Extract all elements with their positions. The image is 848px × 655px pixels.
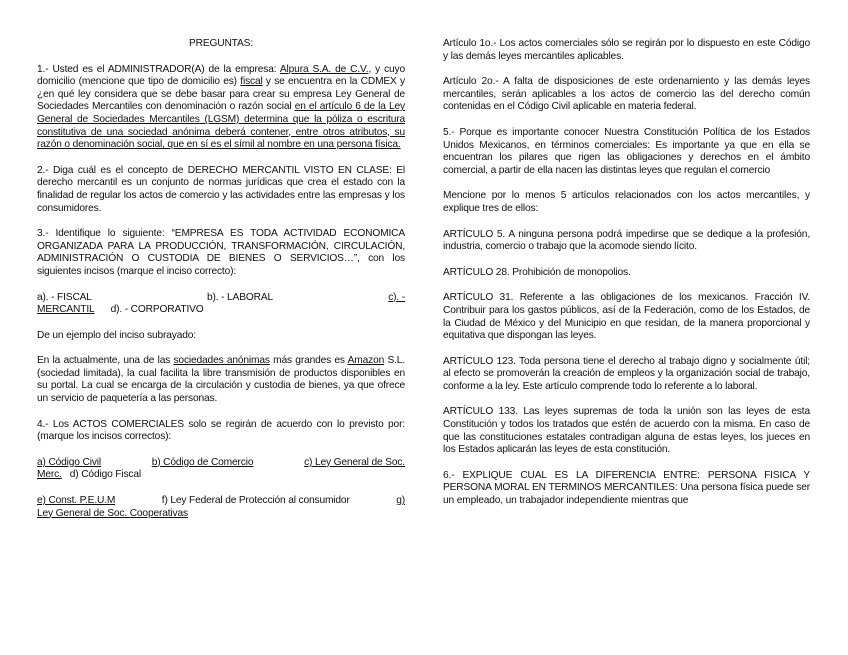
q4-option-b: b) Código de Comercio <box>151 456 254 468</box>
q1-answer: en el artículo 6 de la Ley General de Sociedades Mercantiles (LGSM) determina que la póliza o escritura constitutiva de una sociedad anónima deberá contener, entre otros atributos, su razón o denominación social, que en sí es el símil al nombre en una persona física. <box>37 101 405 151</box>
example-t1: En la actualmente, una de las <box>37 355 174 367</box>
mention-prompt: Mencione por lo menos 5 artículos relacionados con los actos mercantiles, y explique tres de ellos: <box>443 190 810 214</box>
q4-option-d: d) Código Fiscal <box>69 469 141 481</box>
q1-company: Alpura S.A. de C.V. <box>279 63 369 75</box>
q4-option-a: a) Código Civil <box>37 456 101 468</box>
article-133: ARTÍCULO 133. Las leyes supremas de toda la unión son las leyes de esta Constitución y todos los tratados que estén de acuerdo con la misma. En caso de que las constituciones estatales contradigan alguna de estas leyes, los jueces en los Estados aplicarán las leyes de esta constitución. <box>443 406 810 456</box>
question-2: 2.- Diga cuál es el concepto de DERECHO MERCANTIL VISTO EN CLASE: El derecho mercantil es un conjunto de normas jurídicas que crea el estado con la finalidad de regular los actos de comercio y las actividades entre las empresas y los consumidores. <box>37 164 405 214</box>
q4-option-e: e) Const. P.E.U.M <box>37 495 116 507</box>
left-column <box>37 38 405 520</box>
q1-text-3: y se encuentra en la CDMEX y ¿en qué ley considera que se debe basar para crear su empresa Ley General de Sociedades Mercantiles con denominación o razón social <box>37 76 405 113</box>
article-1: Artículo 1o.- Los actos comerciales sólo se regirán por lo dispuesto en este Código y las demás leyes mercantiles aplicables. <box>443 38 810 62</box>
q1-text-2: , y cuyo domicilio (mencione que tipo de domicilio es) <box>37 63 405 88</box>
question-5: 5.- Porque es importante conocer Nuestra Constitución Política de los Estados Unidos Mexicanos, en términos comerciales: Es importante ya que en ella se encuentran los pilares que rigen las obligaciones y derechos en el ámbito comercial, a partir de ella nacen las distintas leyes que regulan el comercio <box>443 126 810 176</box>
question-4-options-line-3 <box>37 495 405 508</box>
right-column <box>443 38 810 508</box>
question-6: 6.- EXPLIQUE CUAL ES LA DIFERENCIA ENTRE: PERSONA FISICA Y PERSONA MORAL EN TERMINOS MERCANTILES: Una persona física puede ser un empleado, un trabajador independiente mientras que <box>443 469 810 507</box>
question-3-options-line-2 <box>37 304 405 317</box>
q1-domicile: fiscal <box>240 76 263 88</box>
article-123: ARTÍCULO 123. Toda persona tiene el derecho al trabajo digno y socialmente útil; al efecto se promoverán la creación de empleos y la organización social de trabajo, conforme a la ley. Este artículo comprende todo lo referente a lo laboral. <box>443 355 810 392</box>
page-title: PREGUNTAS: <box>189 38 253 49</box>
q4-option-c: c) Ley General de Soc. <box>304 456 405 468</box>
q3-option-c: c). - <box>388 291 405 303</box>
question-4-options-line-2 <box>37 469 405 482</box>
question-4-options-line-1 <box>37 457 405 470</box>
example-u1: sociedades anónimas <box>173 355 270 367</box>
q4-option-g-cont: Ley General de Soc. Cooperativas <box>37 507 188 519</box>
question-4-prompt: 4.- Los ACTOS COMERCIALES solo se regirán de acuerdo con lo previsto por: (marque los incisos correctos): <box>37 418 405 443</box>
example-t2: más grandes es <box>269 355 348 367</box>
question-3-prompt: 3.- Identifique lo siguiente: “EMPRESA ES TODA ACTIVIDAD ECONOMICA ORGANIZADA PARA LA PRODUCCIÓN, TRANSFORMACIÓN, CIRCULACIÓN, ADMINISTRACIÓN O CUSTODIA DE BIENES O SERVICIOS…”, con los siguientes incisos (marque el inciso correcto): <box>37 228 405 277</box>
q1-text-1: 1.- Usted es el ADMINISTRADOR(A) de la empresa: <box>37 63 280 75</box>
q3-option-c-cont: MERCANTIL <box>37 304 95 316</box>
q3-option-a: a). - FISCAL <box>37 291 92 303</box>
example-text <box>37 355 405 405</box>
article-5: ARTÍCULO 5. A ninguna persona podrá impedirse que se dedique a la profesión, industria, comercio o trabajo que la acomode siendo lícito. <box>443 228 810 253</box>
q4-option-c-cont: Merc. <box>37 469 62 481</box>
example-t3: S.L. (sociedad limitada), la cual facilita la libre transmisión de productos disponibles en su portal. La cual se encarga de la circulación y custodia de bienes, ya que ofrece un servicio de paquetería a las personas. <box>37 355 405 405</box>
article-31: ARTÍCULO 31. Referente a las obligaciones de los mexicanos. Fracción IV. Contribuir para los gastos públicos, así de la Federación, como de los Estados, de la Ciudad de México y del Municipio en que residan, de la manera proporcional y equitativa que dispongan las leyes. <box>443 292 810 342</box>
q3-option-d: d). - CORPORATIVO <box>110 304 204 316</box>
example-u2: Amazon <box>347 355 385 367</box>
q4-option-f: f) Ley Federal de Protección al consumidor <box>161 495 350 507</box>
q4-option-g: g) <box>396 495 405 507</box>
question-3-options-line-1 <box>37 292 405 305</box>
q3-option-b: b). - LABORAL <box>207 291 273 303</box>
example-label: De un ejemplo del inciso subrayado: <box>37 329 196 341</box>
question-1 <box>37 64 405 152</box>
question-4-options-line-4 <box>37 508 405 521</box>
article-28: ARTÍCULO 28. Prohibición de monopolios. <box>443 266 631 278</box>
article-2: Artículo 2o.- A falta de disposiciones de este ordenamiento y las demás leyes mercantiles, serán aplicables a los actos de comercio las del derecho común contenidas en el Código Civil aplicable en materia federal. <box>443 76 810 113</box>
